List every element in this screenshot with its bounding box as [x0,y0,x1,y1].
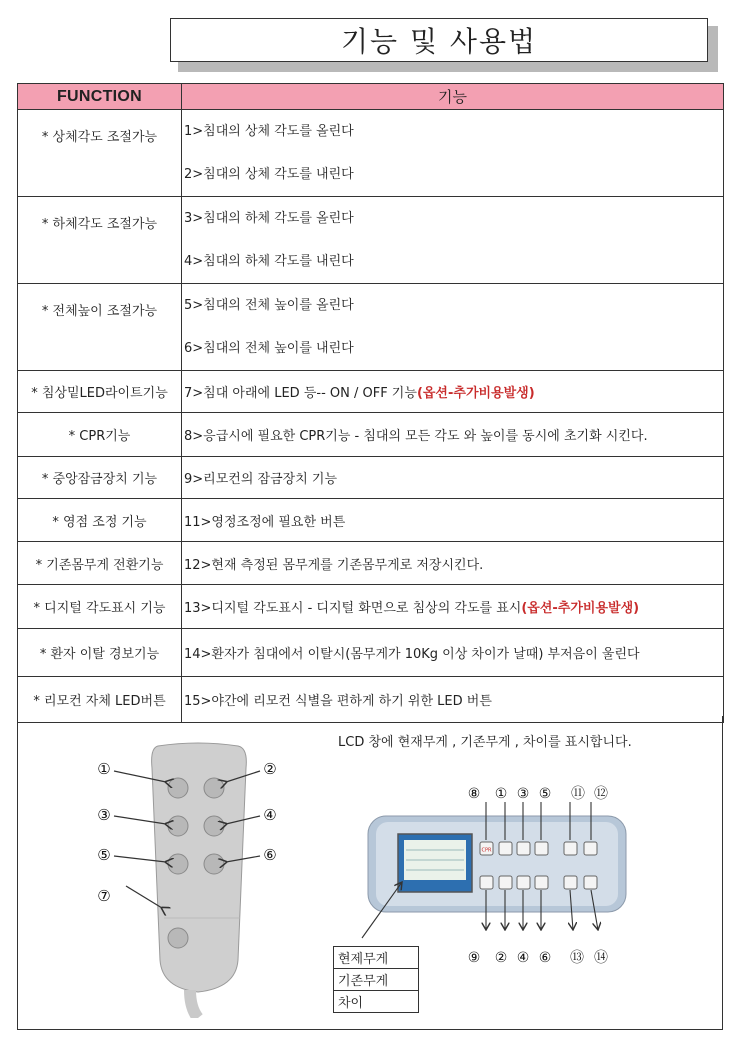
description-cell [182,457,724,499]
remote-illustration [90,738,290,1018]
description-cell [182,110,724,197]
feature-cell: * CPR기능 [18,413,182,457]
lcd-note: LCD 창에 현재무게 , 기존무게 , 차이를 표시합니다. [338,735,632,750]
table-row [18,585,724,629]
callout-marker: ⑬ [570,950,584,966]
callout-marker: ③ [516,786,530,802]
callout-marker: ⑥ [263,846,277,864]
remote-button [204,816,224,836]
description-cell [182,499,724,542]
callout-marker: ③ [97,806,111,824]
remote-button [168,854,188,874]
callout-marker: ④ [516,950,530,966]
table-row [18,457,724,499]
description-line: 6>침대의 전체 높이를 내린다 [184,341,354,356]
remote-button [168,778,188,798]
feature-cell: * 기존몸무게 전환기능 [18,542,182,585]
callout-marker: ① [494,786,508,802]
callout-marker: ⑥ [538,950,552,966]
function-table [17,83,724,723]
description-text: 7>침대 아래에 LED 등-- ON / OFF 기능 [184,386,417,401]
remote-led-button [168,928,188,948]
description-text: 11>영정조정에 필요한 버튼 [184,514,346,530]
feature-cell: * 환자 이탈 경보기능 [18,629,182,677]
description-cell [182,629,724,677]
function-header: FUNCTION [18,84,182,110]
option-note: (옵션-추가비용발생) [416,386,535,401]
callout-marker: ④ [263,806,277,824]
callout-marker: ② [263,760,277,778]
description-line: 1>침대의 상체 각도를 올린다 [184,124,354,139]
panel-button [584,842,597,855]
description-cell [182,371,724,413]
panel-button [499,842,512,855]
description-text: 15>야간에 리모컨 식별을 편하게 하기 위한 LED 버튼 [184,694,492,709]
description-cell [182,413,724,457]
remote-button [204,854,224,874]
description-cell [182,542,724,585]
callout-marker: ① [97,760,111,778]
description-text: 13>디지털 각도표시 - 디지털 화면으로 침상의 각도를 표시 [184,601,522,616]
description-text: 8>응급시에 필요한 CPR기능 - 침대의 모든 각도 와 높이를 동시에 초기화 시킨다. [184,429,648,444]
panel-button [535,876,548,889]
feature-cell: * 전체높이 조절가능 [18,284,182,371]
callout-marker: ⑨ [467,950,481,966]
panel-button [564,876,577,889]
panel-button [535,842,548,855]
feature-cell: * 하체각도 조절가능 [18,197,182,284]
panel-button [499,876,512,889]
description-cell [182,284,724,371]
table-row [18,371,724,413]
table-row [18,629,724,677]
description-text: 9>리모컨의 잠금장치 기능 [184,472,338,487]
option-note: (옵션-추가비용발생) [521,601,640,616]
description-line: 5>침대의 전체 높이를 올린다 [184,298,354,313]
weight-legend [333,946,419,1013]
weight-label: 차이 [334,991,419,1013]
callout-marker: ⑭ [594,950,608,966]
feature-cell: * 리모컨 자체 LED버튼 [18,677,182,723]
remote-cord [190,990,198,1018]
weight-label: 현제무게 [334,947,419,969]
panel-button [564,842,577,855]
callout-marker: ⑤ [97,846,111,864]
description-text: 12>현재 측정된 몸무게를 기존몸무게로 저장시킨다. [184,557,484,573]
table-row [18,499,724,542]
cpr-label: CPR [481,847,492,854]
description-line: 3>침대의 하체 각도를 올린다 [184,211,354,226]
feature-header: 기능 [182,84,724,110]
feature-cell: * 영점 조정 기능 [18,499,182,542]
lock-button [480,876,493,889]
callout-marker: ⑤ [538,786,552,802]
description-line: 2>침대의 상체 각도를 내린다 [184,167,354,182]
callout-marker: ② [494,950,508,966]
page-title: 기능 및 사용법 [170,18,708,62]
feature-cell: * 상체각도 조절가능 [18,110,182,197]
table-row [18,413,724,457]
table-row [18,284,724,371]
panel-button [517,876,530,889]
feature-cell: * 중앙잠금장치 기능 [18,457,182,499]
feature-cell: * 디지털 각도표시 기능 [18,585,182,629]
callout-marker: ⑧ [467,786,481,802]
panel-button [584,876,597,889]
table-row [18,542,724,585]
table-row [18,197,724,284]
weight-label: 기존무게 [334,969,419,991]
remote-button [204,778,224,798]
table-row [18,110,724,197]
callout-marker: ⑪ [571,786,585,802]
description-cell [182,585,724,629]
description-text: 14>환자가 침대에서 이탈시(몸무게가 10Kg 이상 차이가 날때) 부저음이 울린다 [184,647,640,662]
remote-button [168,816,188,836]
panel-button [517,842,530,855]
feature-cell: * 침상밑LED라이트기능 [18,371,182,413]
description-cell [182,197,724,284]
description-line: 4>침대의 하체 각도를 내린다 [184,254,354,269]
callout-marker: ⑦ [97,887,111,905]
callout-marker: ⑫ [594,786,608,802]
